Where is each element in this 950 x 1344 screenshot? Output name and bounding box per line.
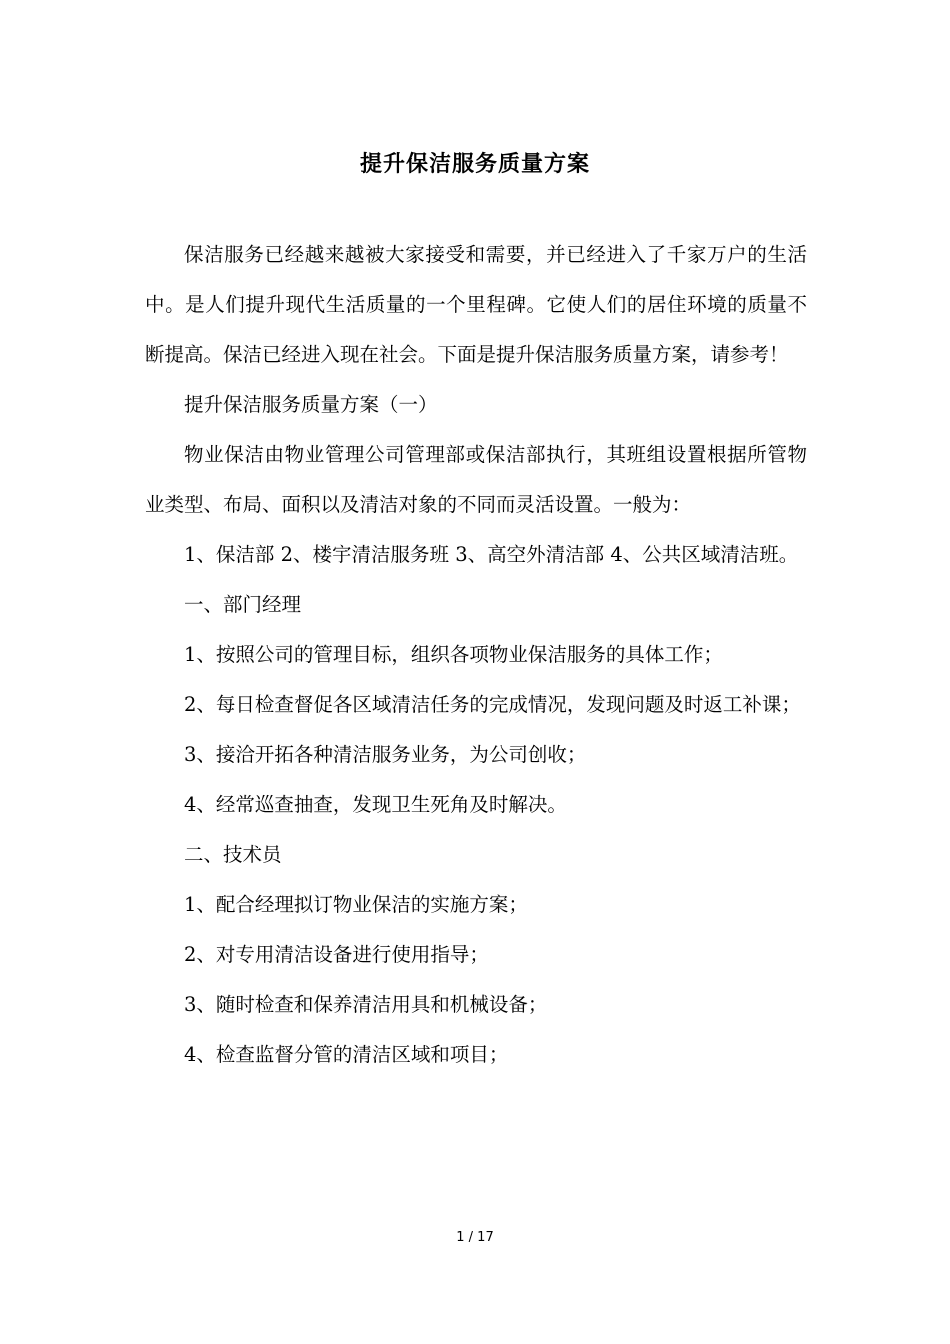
list-item: 4、经常巡查抽查，发现卫生死角及时解决。	[184, 793, 567, 816]
list-item: 3、随时检查和保养清洁用具和机械设备；	[184, 993, 548, 1016]
page-number: 1 / 17	[456, 1230, 494, 1245]
list-item: 1、按照公司的管理目标，组织各项物业保洁服务的具体工作；	[184, 643, 723, 666]
list-item: 2、每日检查督促各区域清洁任务的完成情况，发现问题及时返工补课；	[184, 693, 801, 716]
list-item: 1、配合经理拟订物业保洁的实施方案；	[184, 893, 528, 916]
document-title: 提升保洁服务质量方案	[359, 152, 590, 177]
list-item: 3、接洽开拓各种清洁服务业务，为公司创收；	[184, 743, 587, 766]
list-item: 2、对专用清洁设备进行使用指导；	[184, 943, 489, 966]
list-item: 4、检查监督分管的清洁区域和项目；	[184, 1043, 509, 1066]
body-paragraph: 物业保洁由物业管理公司管理部或保洁部执行，其班组设置根据所管物业类型、布局、面积以及清洁对象的不同而灵活设置。一般为：	[145, 443, 807, 516]
subsection-heading: 二、技术员	[184, 843, 282, 866]
document-body	[145, 230, 807, 1080]
intro-paragraph: 保洁服务已经越来越被大家接受和需要，并已经进入了千家万户的生活中。是人们提升现代生活质量的一个里程碑。它使人们的居住环境的质量不断提高。保洁已经进入现在社会。下面是提升保洁服务质量方案，请参考！	[145, 243, 807, 366]
section-heading: 提升保洁服务质量方案（一）	[184, 393, 438, 416]
list-item: 1、保洁部 2、楼宇清洁服务班 3、高空外清洁部 4、公共区域清洁班。	[184, 543, 799, 566]
subsection-heading: 一、部门经理	[184, 593, 302, 616]
